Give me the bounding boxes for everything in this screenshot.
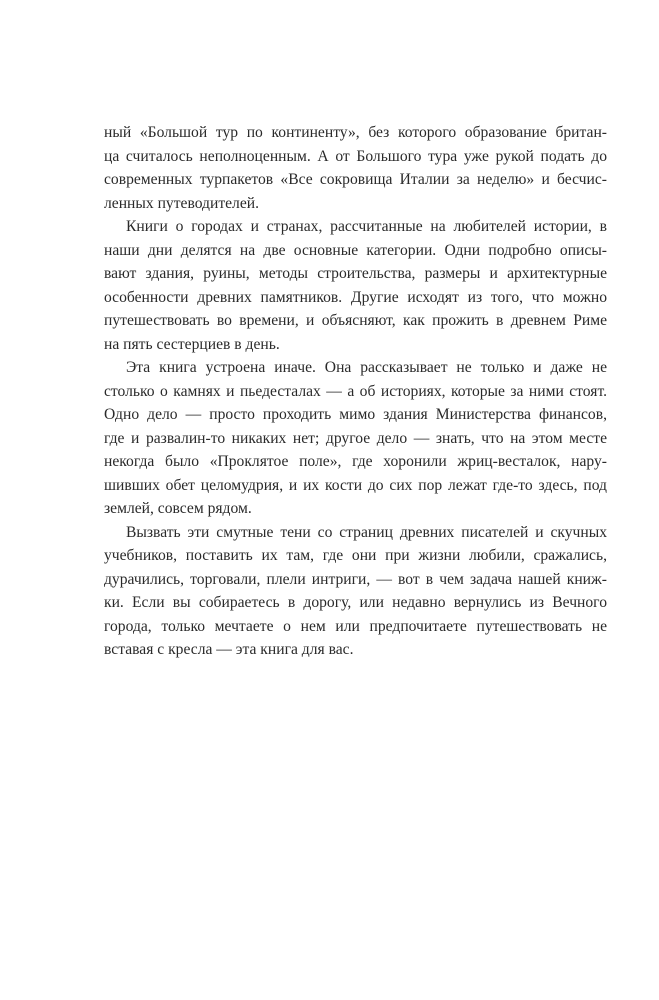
paragraph-2 [104,215,607,356]
text-line: землей, совсем рядом. [104,500,252,517]
text-line: ца считалось неполноценным. А от Большого тура уже рукой подать до [104,147,607,165]
text-line: вают здания, руины, методы строительства, размеры и архитектурные [104,265,607,282]
body-text [104,121,607,662]
text-line: Эта книга устроена иначе. Она рассказывает не только и даже не [126,359,607,376]
text-line: Одно дело — просто проходить мимо здания Министерства финансов, [104,406,607,423]
text-line: вставая с кресла — эта книга для вас. [104,641,354,658]
text-line: где и развалин-то никаких нет; другое дело — знать, что на этом месте [104,429,607,447]
text-line: шивших обет целомудрия, и их кости до сих пор лежат где-то здесь, под [104,476,607,494]
text-line: столько о камнях и пьедесталах — а об историях, которые за ними стоят. [104,382,607,400]
text-line: особенности древних памятников. Другие исходят из того, что можно [104,288,607,306]
text-line: на пять сестерциев в день. [104,335,280,353]
text-line: дурачились, торговали, плели интриги, — вот в чем задача нашей книж- [104,570,607,588]
text-line: путешествовать во времени, и объясняют, как прожить в древнем Риме [104,312,607,329]
text-line: современных турпакетов «Все сокровища Италии за неделю» и бесчис- [104,171,607,188]
text-line: Вызвать эти смутные тени со страниц древних писателей и скучных [126,523,607,541]
text-line: наши дни делятся на две основные категории. Одни подробно описы- [104,241,607,259]
paragraph-1 [104,121,607,215]
text-line: города, только мечтаете о нем или предпочитаете путешествовать не [104,617,607,635]
text-line: некогда было «Проклятое поле», где хоронили жриц-весталок, нару- [104,453,607,470]
paragraph-4 [104,521,607,662]
text-line: учебников, поставить их там, где они при жизни любили, сражались, [104,547,607,564]
text-line: ный «Большой тур по континенту», без которого образование британ- [104,124,607,141]
text-line: Книги о городах и странах, рассчитанные на любителей истории, в [126,218,607,235]
paragraph-3 [104,356,607,521]
text-line: ленных путеводителей. [104,194,260,212]
text-line: ки. Если вы собираетесь в дорогу, или недавно вернулись из Вечного [104,594,607,611]
